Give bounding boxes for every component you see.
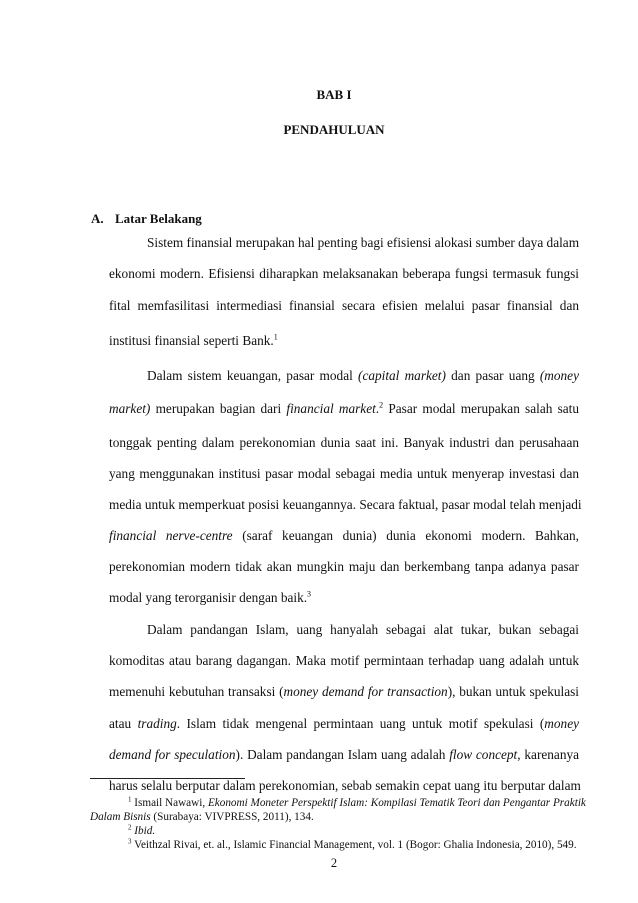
footnote-3: $^3$ Veithzal Rivai, et. al., Islamic Financial Management, vol. 1 (Bogor: Ghalia Indonesia, 2010), 549. [128, 837, 577, 851]
chapter-title: PENDAHULUAN [283, 122, 385, 137]
paragraph-line: perekonomian modern tidak akan mungkin maju dan berkembang tanpa adanya pasar [109, 559, 579, 574]
footnote-separator [90, 778, 245, 779]
paragraph-line: ekonomi modern. Efisiensi diharapkan melaksanakan beberapa fungsi termasuk fungsi [109, 266, 579, 281]
paragraph-line: Dalam sistem keuangan, pasar modal (capital market) dan pasar uang (money [147, 368, 579, 383]
footnote-1: $^1$ Ismail Nawawi, Ekonomi Moneter Perspektif Islam: Kompilasi Tematik Teori dan Pengantar Praktik [128, 795, 586, 809]
paragraph-line: institusi finansial seperti Bank.$^1$ [109, 332, 278, 348]
footnote-1-cont: Dalam Bisnis (Surabaya: VIVPRESS, 2011), 134. [90, 811, 314, 823]
paragraph-line: memenuhi kebutuhan transaksi (money demand for transaction), bukan untuk spekulasi [109, 684, 579, 699]
paragraph-line: komoditas atau barang dagangan. Maka motif permintaan terhadap uang adalah untuk [109, 653, 579, 668]
paragraph-line: financial nerve-centre (saraf keuangan dunia) dunia ekonomi modern. Bahkan, [109, 528, 579, 543]
paragraph-line: fital memfasilitasi intermediasi finansial secara efisien melalui pasar finansial dan [109, 298, 579, 313]
chapter-number: BAB I [316, 87, 352, 102]
paragraph-line: atau trading. Islam tidak mengenal permintaan uang untuk motif spekulasi (money [109, 716, 579, 731]
page-number: 2 [330, 856, 338, 870]
paragraph-line: tonggak penting dalam perekonomian dunia saat ini. Banyak industri dan perusahaan [109, 435, 579, 450]
paragraph-line: modal yang terorganisir dengan baik.$^3$ [109, 589, 312, 605]
footnote-2: $^2$ Ibid. [128, 823, 156, 837]
paragraph-line: yang menggunakan institusi pasar modal sebagai media untuk menyerap investasi dan [109, 466, 579, 481]
section-letter: A. [91, 211, 104, 226]
footnote-ref: 2 [379, 400, 384, 410]
paragraph-line: harus selalu berputar dalam perekonomian, sebab semakin cepat uang itu berputar dalam [109, 778, 581, 793]
paragraph-line: market) merupakan bagian dari financial market.$^2$ Pasar modal merupakan salah satu [109, 400, 580, 416]
footnote-ref: 3 [307, 589, 312, 599]
paragraph-line: media untuk memperkuat posisi keuangannya. Secara faktual, pasar modal telah menjadi [109, 497, 582, 512]
section-heading [91, 211, 202, 227]
paragraph-line: Dalam pandangan Islam, uang hanyalah sebagai alat tukar, bukan sebagai [147, 622, 579, 637]
paragraph-line: Sistem finansial merupakan hal penting bagi efisiensi alokasi sumber daya dalam [147, 235, 580, 250]
section-title: Latar Belakang [115, 211, 202, 226]
paragraph-line: demand for speculation). Dalam pandangan Islam uang adalah flow concept, karenanya [109, 747, 580, 762]
footnote-ref: 1 [273, 332, 278, 342]
